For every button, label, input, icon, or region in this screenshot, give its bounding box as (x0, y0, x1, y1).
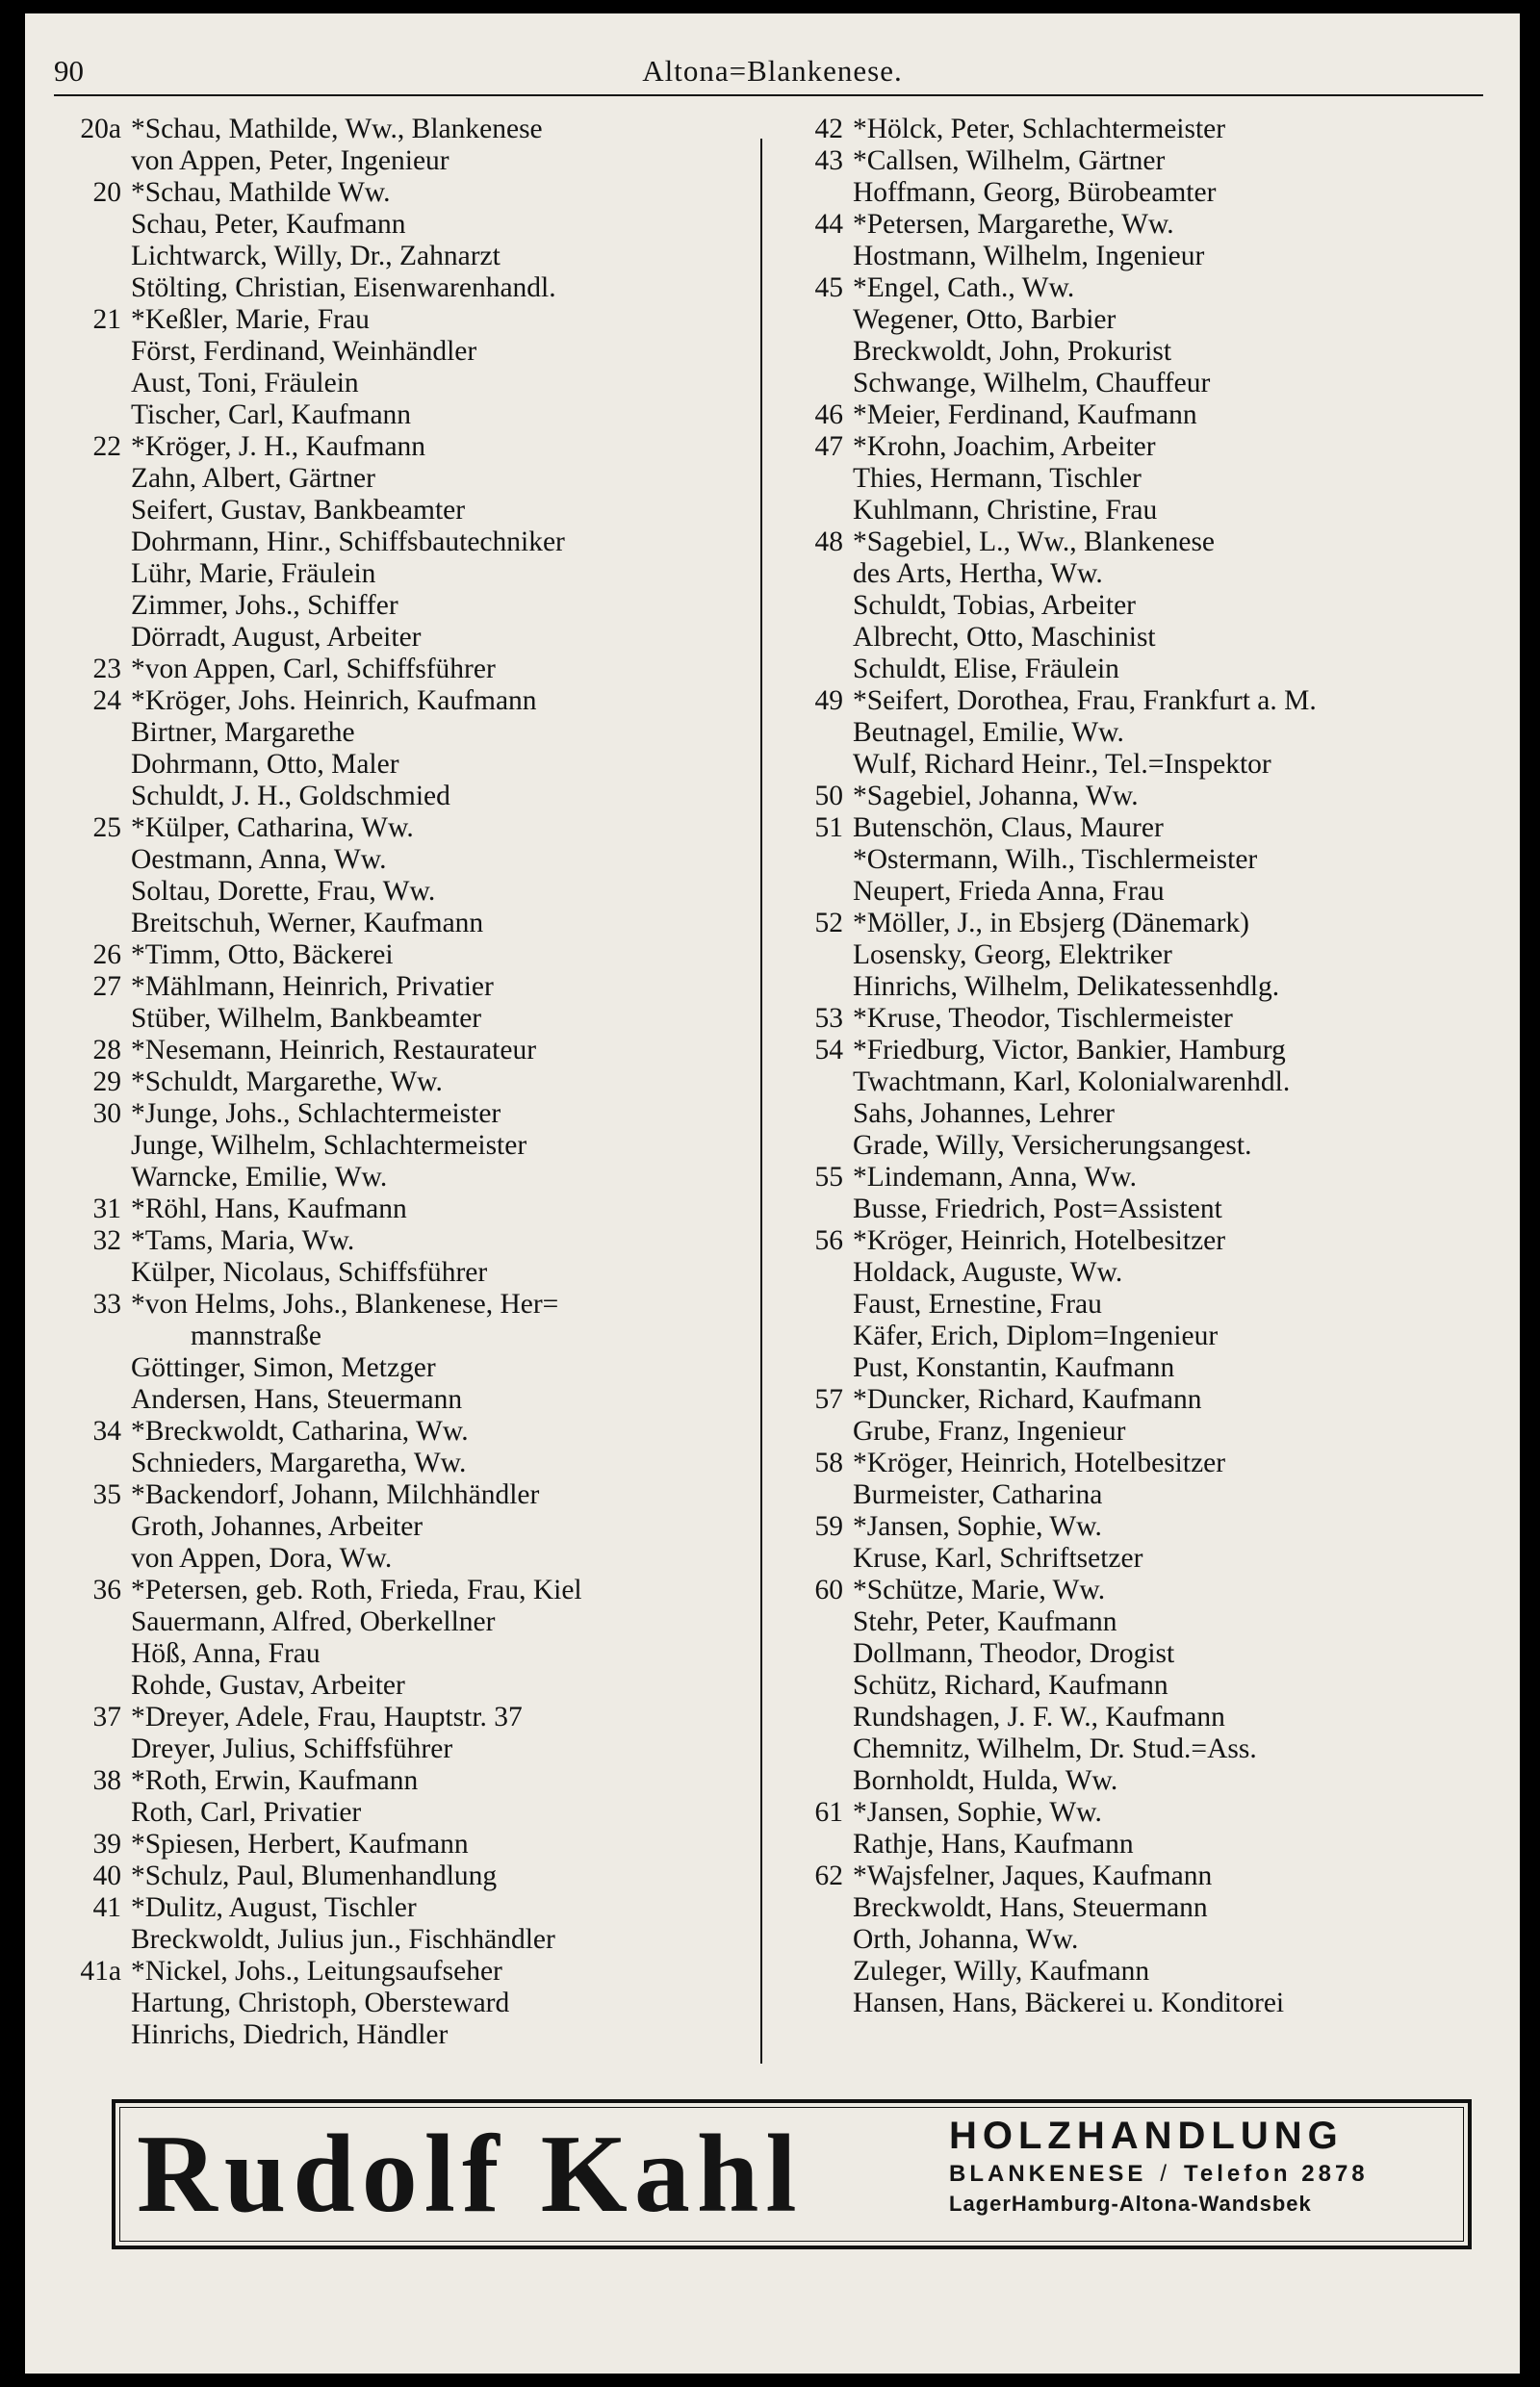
house-number: 27 (92, 971, 121, 1002)
business-type: HOLZHANDLUNG (949, 2115, 1344, 2157)
resident-line: *Seifert, Dorothea, Frau, Frankfurt a. M. (853, 685, 1317, 716)
resident-line: *Jansen, Sophie, Ww. (853, 1511, 1102, 1542)
directory-entry (64, 812, 758, 939)
resident-list (131, 1035, 758, 1066)
resident-line: Warncke, Emilie, Ww. (131, 1162, 388, 1193)
house-number: 40 (92, 1861, 121, 1891)
resident-line: Chemnitz, Wilhelm, Dr. Stud.=Ass. (853, 1733, 1257, 1764)
resident-line: *Krohn, Joachim, Arbeiter (853, 431, 1156, 462)
directory-entry (64, 304, 758, 431)
resident-line: Külper, Nicolaus, Schiffsführer (131, 1257, 488, 1288)
resident-line: *Spiesen, Herbert, Kaufmann (131, 1829, 469, 1860)
directory-entry (64, 1765, 758, 1829)
resident-list (853, 1511, 1498, 1575)
resident-line: *Hölck, Peter, Schlachtermeister (853, 114, 1226, 144)
house-number: 61 (814, 1797, 843, 1828)
house-number: 23 (92, 654, 121, 684)
resident-line: *Tams, Maria, Ww. (131, 1225, 355, 1256)
resident-line: Twachtmann, Karl, Kolonialwarenhdl. (853, 1066, 1291, 1097)
resident-list (131, 1765, 758, 1829)
resident-list (853, 1035, 1498, 1162)
resident-line: *von Helms, Johs., Blankenese, Her= (131, 1289, 559, 1320)
resident-line: Beutnagel, Emilie, Ww. (853, 717, 1124, 748)
directory-entry (785, 1035, 1498, 1162)
resident-line: *Schau, Mathilde Ww. (131, 177, 391, 208)
resident-line: Losensky, Georg, Elektriker (853, 939, 1172, 970)
house-number: 29 (92, 1066, 121, 1097)
directory-entry (785, 399, 1498, 431)
resident-line: Wulf, Richard Heinr., Tel.=Inspektor (853, 749, 1271, 780)
resident-line: des Arts, Hertha, Ww. (853, 558, 1103, 589)
resident-line: Albrecht, Otto, Maschinist (853, 622, 1156, 653)
resident-line: *Meier, Ferdinand, Kaufmann (853, 399, 1197, 430)
resident-list (131, 1829, 758, 1861)
resident-line: Hartung, Christoph, Obersteward (131, 1988, 510, 2018)
resident-line: Aust, Toni, Fräulein (131, 368, 359, 398)
directory-entry (64, 1098, 758, 1194)
directory-entry (64, 114, 758, 177)
house-number: 60 (814, 1575, 843, 1605)
resident-line: *Kröger, J. H., Kaufmann (131, 431, 426, 462)
resident-line: Breckwoldt, John, Prokurist (853, 336, 1172, 367)
resident-line: Faust, Ernestine, Frau (853, 1289, 1102, 1320)
resident-list (131, 431, 758, 654)
directory-entry (64, 654, 758, 685)
resident-line: *Külper, Catharina, Ww. (131, 812, 414, 843)
resident-list (131, 1575, 758, 1702)
resident-line: Lichtwarck, Willy, Dr., Zahnarzt (131, 241, 500, 271)
directory-entry (64, 1956, 758, 2051)
resident-list (853, 1797, 1498, 1861)
directory-entry (785, 431, 1498, 526)
resident-line: *Möller, J., in Ebsjerg (Dänemark) (853, 908, 1249, 938)
resident-list (131, 939, 758, 971)
house-number: 45 (814, 272, 843, 303)
resident-line: *Roth, Erwin, Kaufmann (131, 1765, 419, 1796)
resident-line: Tischer, Carl, Kaufmann (131, 399, 412, 430)
resident-list (853, 145, 1498, 209)
house-number: 53 (814, 1003, 843, 1034)
header-rule (54, 94, 1483, 96)
resident-line: Stehr, Peter, Kaufmann (853, 1606, 1117, 1637)
directory-entry (64, 177, 758, 304)
house-number: 35 (92, 1479, 121, 1510)
running-head (25, 52, 1520, 94)
house-number: 46 (814, 399, 843, 430)
directory-entry (64, 1416, 758, 1479)
resident-line: Sauermann, Alfred, Oberkellner (131, 1606, 496, 1637)
resident-line: Först, Ferdinand, Weinhändler (131, 336, 477, 367)
directory-entry (785, 1797, 1498, 1861)
resident-list (131, 1861, 758, 1892)
resident-list (853, 1225, 1498, 1384)
resident-line: Dreyer, Julius, Schiffsführer (131, 1733, 453, 1764)
directory-entry (64, 431, 758, 654)
directory-entry (785, 781, 1498, 812)
house-number: 28 (92, 1035, 121, 1065)
house-number: 30 (92, 1098, 121, 1129)
resident-list (131, 654, 758, 685)
separator: / (1160, 2161, 1171, 2187)
resident-line: Grube, Franz, Ingenieur (853, 1416, 1126, 1447)
resident-line: *Timm, Otto, Bäckerei (131, 939, 394, 970)
resident-line: Schuldt, Elise, Fräulein (853, 654, 1119, 684)
directory-entry (64, 1225, 758, 1289)
directory-entry (64, 1035, 758, 1066)
resident-line: Schütz, Richard, Kaufmann (853, 1670, 1168, 1701)
resident-line: Hansen, Hans, Bäckerei u. Konditorei (853, 1988, 1285, 2018)
house-number: 32 (92, 1225, 121, 1256)
house-number: 54 (814, 1035, 843, 1065)
resident-line: Neupert, Frieda Anna, Frau (853, 876, 1165, 907)
house-number: 31 (92, 1194, 121, 1224)
house-number: 41 (92, 1892, 121, 1923)
resident-line: Zimmer, Johs., Schiffer (131, 590, 398, 621)
house-number: 20 (92, 177, 121, 208)
resident-line: Holdack, Auguste, Ww. (853, 1257, 1123, 1288)
resident-line: Stüber, Wilhelm, Bankbeamter (131, 1003, 482, 1034)
resident-list (853, 1448, 1498, 1511)
resident-line: *Schau, Mathilde, Ww., Blankenese (131, 114, 543, 144)
house-number: 44 (814, 209, 843, 240)
resident-line: *Nesemann, Heinrich, Restaurateur (131, 1035, 537, 1065)
house-number: 42 (814, 114, 843, 144)
resident-line: *Kröger, Johs. Heinrich, Kaufmann (131, 685, 537, 716)
resident-list (131, 812, 758, 939)
house-number: 49 (814, 685, 843, 716)
resident-list (853, 908, 1498, 1003)
resident-line: Hinrichs, Wilhelm, Delikatessenhdlg. (853, 971, 1280, 1002)
resident-line: *Dulitz, August, Tischler (131, 1892, 417, 1923)
house-number: 50 (814, 781, 843, 811)
house-number: 48 (814, 526, 843, 557)
house-number: 33 (92, 1289, 121, 1320)
house-number: 52 (814, 908, 843, 938)
resident-list (853, 781, 1498, 812)
resident-line: Dohrmann, Hinr., Schiffsbautechniker (131, 526, 565, 557)
resident-line: *Backendorf, Johann, Milchhändler (131, 1479, 540, 1510)
resident-line: Kruse, Karl, Schriftsetzer (853, 1543, 1143, 1574)
directory-entry (64, 1829, 758, 1861)
resident-list (853, 114, 1498, 145)
resident-line: Hinrichs, Diedrich, Händler (131, 2019, 449, 2050)
resident-line: Busse, Friedrich, Post=Assistent (853, 1194, 1222, 1224)
house-number: 56 (814, 1225, 843, 1256)
directory-entry (785, 526, 1498, 685)
resident-line: *Keßler, Marie, Frau (131, 304, 370, 335)
resident-line: Seifert, Gustav, Bankbeamter (131, 495, 466, 526)
resident-line: *Schuldt, Margarethe, Ww. (131, 1066, 443, 1097)
resident-line: Lühr, Marie, Fräulein (131, 558, 376, 589)
resident-line: Andersen, Hans, Steuermann (131, 1384, 463, 1415)
resident-line: Hoffmann, Georg, Bürobeamter (853, 177, 1217, 208)
resident-line: Göttinger, Simon, Metzger (131, 1352, 436, 1383)
resident-line: *Wajsfelner, Jaques, Kaufmann (853, 1861, 1213, 1891)
directory-entry (785, 1575, 1498, 1797)
resident-list (853, 685, 1498, 781)
directory-entry (64, 1702, 758, 1765)
resident-list (131, 971, 758, 1035)
resident-line: Butenschön, Claus, Maurer (853, 812, 1164, 843)
resident-line: *Duncker, Richard, Kaufmann (853, 1384, 1202, 1415)
house-number: 58 (814, 1448, 843, 1478)
directory-entry (64, 939, 758, 971)
directory-entry (785, 145, 1498, 209)
resident-list (853, 399, 1498, 431)
resident-list (131, 1956, 758, 2051)
house-number: 24 (92, 685, 121, 716)
directory-entry (785, 1003, 1498, 1035)
advertiser-details (949, 2113, 1454, 2219)
page-title: Altona=Blankenese. (642, 54, 903, 88)
resident-line: *Friedburg, Victor, Bankier, Hamburg (853, 1035, 1286, 1065)
resident-line: *Sagebiel, Johanna, Ww. (853, 781, 1139, 811)
resident-line: Rundshagen, J. F. W., Kaufmann (853, 1702, 1225, 1732)
house-number: 20a (80, 114, 121, 144)
resident-line: *Junge, Johs., Schlachtermeister (131, 1098, 501, 1129)
house-number: 21 (92, 304, 121, 335)
house-number: 38 (92, 1765, 121, 1796)
advertisement (112, 2099, 1472, 2249)
resident-line: Groth, Johannes, Arbeiter (131, 1511, 424, 1542)
resident-line: Birtner, Margarethe (131, 717, 355, 748)
resident-line: *Callsen, Wilhelm, Gärtner (853, 145, 1166, 176)
directory-entry (64, 1066, 758, 1098)
resident-line: Breitschuh, Werner, Kaufmann (131, 908, 484, 938)
resident-list (853, 1861, 1498, 2019)
resident-line: Junge, Wilhelm, Schlachtermeister (131, 1130, 527, 1161)
resident-line: *Sagebiel, L., Ww., Blankenese (853, 526, 1216, 557)
resident-line: Schuldt, Tobias, Arbeiter (853, 590, 1136, 621)
resident-line: Rohde, Gustav, Arbeiter (131, 1670, 405, 1701)
resident-list (853, 526, 1498, 685)
resident-line: von Appen, Dora, Ww. (131, 1543, 393, 1574)
resident-line: Soltau, Dorette, Frau, Ww. (131, 876, 436, 907)
resident-list (853, 1003, 1498, 1035)
directory-entry (785, 114, 1498, 145)
directory-entry (785, 1225, 1498, 1384)
house-number: 34 (92, 1416, 121, 1447)
directory-entry (64, 1861, 758, 1892)
directory-entry (64, 971, 758, 1035)
resident-line: mannstraße (191, 1321, 321, 1351)
resident-list (131, 114, 758, 177)
resident-line: Hostmann, Wilhelm, Ingenieur (853, 241, 1205, 271)
resident-line: Schwange, Wilhelm, Chauffeur (853, 368, 1211, 398)
phone-number: Telefon 2878 (1184, 2161, 1369, 2187)
resident-list (131, 1194, 758, 1225)
directory-entry (785, 1162, 1498, 1225)
house-number: 47 (814, 431, 843, 462)
resident-line: *Nickel, Johs., Leitungsaufseher (131, 1956, 502, 1987)
resident-list (131, 1225, 758, 1289)
directory-entry (785, 209, 1498, 272)
directory-page (25, 13, 1520, 2374)
house-number: 36 (92, 1575, 121, 1605)
resident-line: *Röhl, Hans, Kaufmann (131, 1194, 407, 1224)
directory-entry (785, 685, 1498, 781)
resident-line: Bornholdt, Hulda, Ww. (853, 1765, 1118, 1796)
directory-entry (785, 1511, 1498, 1575)
resident-line: *Jansen, Sophie, Ww. (853, 1797, 1102, 1828)
resident-line: Thies, Hermann, Tischler (853, 463, 1142, 494)
resident-list (131, 685, 758, 812)
resident-line: *Petersen, Margarethe, Ww. (853, 209, 1174, 240)
house-number: 39 (92, 1829, 121, 1860)
resident-line: Zahn, Albert, Gärtner (131, 463, 375, 494)
resident-line: *Kruse, Theodor, Tischlermeister (853, 1003, 1233, 1034)
resident-list (131, 304, 758, 431)
directory-entry (785, 908, 1498, 1003)
right-column (785, 114, 1498, 2019)
directory-entry (785, 272, 1498, 399)
resident-list (853, 209, 1498, 272)
resident-line: Oestmann, Anna, Ww. (131, 844, 387, 875)
directory-entry (64, 1892, 758, 1956)
directory-entry (785, 1448, 1498, 1511)
resident-line: Kuhlmann, Christine, Frau (853, 495, 1158, 526)
resident-line: Schau, Peter, Kaufmann (131, 209, 406, 240)
directory-entry (785, 812, 1498, 908)
address-line (949, 2159, 1454, 2190)
branch-locations: LagerHamburg-Altona-Wandsbek (949, 2192, 1312, 2216)
resident-line: Dörradt, August, Arbeiter (131, 622, 422, 653)
resident-list (131, 1702, 758, 1765)
resident-list (131, 1416, 758, 1479)
column-divider (760, 139, 762, 2064)
resident-list (131, 1289, 758, 1416)
resident-line: Burmeister, Catharina (853, 1479, 1103, 1510)
resident-line: Dohrmann, Otto, Maler (131, 749, 399, 780)
resident-line: *Petersen, geb. Roth, Frieda, Frau, Kiel (131, 1575, 582, 1605)
resident-list (131, 1479, 758, 1575)
advertiser-name: Rudolf Kahl (137, 2113, 804, 2236)
directory-entry (64, 685, 758, 812)
house-number: 41a (80, 1956, 121, 1987)
resident-list (853, 812, 1498, 908)
resident-list (853, 1575, 1498, 1797)
directory-entry (64, 1289, 758, 1416)
resident-line: Höß, Anna, Frau (131, 1638, 321, 1669)
directory-entry (785, 1861, 1498, 2019)
house-number: 25 (92, 812, 121, 843)
resident-line: Zuleger, Willy, Kaufmann (853, 1956, 1150, 1987)
resident-line: Wegener, Otto, Barbier (853, 304, 1116, 335)
directory-entry (785, 1384, 1498, 1448)
directory-entry (64, 1194, 758, 1225)
resident-line: *Schulz, Paul, Blumenhandlung (131, 1861, 498, 1891)
resident-line: *Schütze, Marie, Ww. (853, 1575, 1106, 1605)
resident-line: Schnieders, Margaretha, Ww. (131, 1448, 467, 1478)
resident-line: Orth, Johanna, Ww. (853, 1924, 1079, 1955)
resident-list (131, 1892, 758, 1956)
left-column (64, 114, 758, 2051)
resident-line: Roth, Carl, Privatier (131, 1797, 362, 1828)
directory-entry (64, 1575, 758, 1702)
resident-list (131, 177, 758, 304)
house-number: 26 (92, 939, 121, 970)
house-number: 62 (814, 1861, 843, 1891)
resident-line: Stölting, Christian, Eisenwarenhandl. (131, 272, 556, 303)
resident-line: Breckwoldt, Hans, Steuermann (853, 1892, 1208, 1923)
resident-line: Grade, Willy, Versicherungsangest. (853, 1130, 1252, 1161)
resident-line: von Appen, Peter, Ingenieur (131, 145, 449, 176)
resident-line: *Dreyer, Adele, Frau, Hauptstr. 37 (131, 1702, 523, 1732)
house-number: 22 (92, 431, 121, 462)
resident-list (853, 1162, 1498, 1225)
directory-entry (64, 1479, 758, 1575)
resident-line: *von Appen, Carl, Schiffsführer (131, 654, 496, 684)
resident-line: Schuldt, J. H., Goldschmied (131, 781, 450, 811)
house-number: 37 (92, 1702, 121, 1732)
resident-line: *Mählmann, Heinrich, Privatier (131, 971, 494, 1002)
resident-line: Sahs, Johannes, Lehrer (853, 1098, 1115, 1129)
resident-line: *Kröger, Heinrich, Hotelbesitzer (853, 1448, 1226, 1478)
resident-list (131, 1066, 758, 1098)
house-number: 51 (814, 812, 843, 843)
house-number: 43 (814, 145, 843, 176)
resident-line: *Ostermann, Wilh., Tischlermeister (853, 844, 1258, 875)
business-location: BLANKENESE (949, 2161, 1147, 2187)
page-number: 90 (54, 54, 84, 88)
resident-list (131, 1098, 758, 1194)
resident-list (853, 431, 1498, 526)
resident-line: *Kröger, Heinrich, Hotelbesitzer (853, 1225, 1226, 1256)
resident-list (853, 1384, 1498, 1448)
house-number: 59 (814, 1511, 843, 1542)
resident-line: Dollmann, Theodor, Drogist (853, 1638, 1175, 1669)
house-number: 57 (814, 1384, 843, 1415)
resident-line: *Lindemann, Anna, Ww. (853, 1162, 1137, 1193)
resident-line: Rathje, Hans, Kaufmann (853, 1829, 1134, 1860)
resident-line: Breckwoldt, Julius jun., Fischhändler (131, 1924, 555, 1955)
house-number: 55 (814, 1162, 843, 1193)
resident-line: Pust, Konstantin, Kaufmann (853, 1352, 1175, 1383)
resident-line: *Breckwoldt, Catharina, Ww. (131, 1416, 469, 1447)
resident-list (853, 272, 1498, 399)
resident-line: Käfer, Erich, Diplom=Ingenieur (853, 1321, 1219, 1351)
resident-line: *Engel, Cath., Ww. (853, 272, 1075, 303)
